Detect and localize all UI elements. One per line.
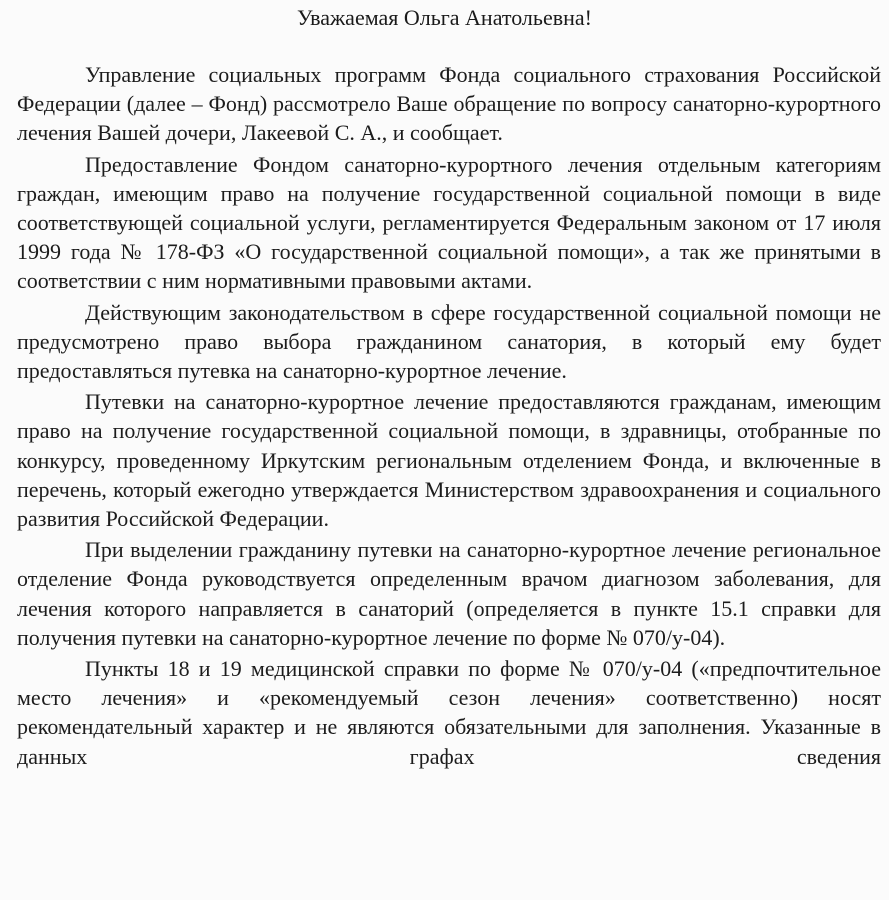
letter-greeting: Уважаемая Ольга Анатольевна! xyxy=(297,5,592,30)
paragraph-legal-basis: Предоставление Фондом санаторно-курортного лечения отдельным категориям граждан, имеющим право на получение государственной социальной помощи в виде соответствующей социальной услуги, регламентируется Федеральным законом от 17 июля 1999 года № 178-ФЗ «О государственной социальной помощи», а так же принятыми в соответствии с ним нормативными правовыми актами. xyxy=(17,151,881,294)
paragraph-no-choice: Действующим законодательством в сфере государственной социальной помощи не предусмотрено право выбора гражданином санатория, в который ему будет предоставляться путевка на санаторно-курортное лечение. xyxy=(17,299,881,384)
paragraph-vouchers: Путевки на санаторно-курортное лечение предоставляются гражданам, имеющим право на получение государственной социальной помощи, в здравницы, отобранные по конкурсу, проведенному Иркутским региональным отделением Фонда, и включенные в перечень, который ежегодно утверждается Министерством здравоохранения и социального развития Российской Федерации. xyxy=(17,389,881,532)
paragraph-medical-certificate: Пункты 18 и 19 медицинской справки по форме № 070/у-04 («предпочтительное место лечения» и «рекомендуемый сезон лечения» соответственно) носят рекомендательный характер и не являются обязательными для заполнения. Указанные в данных графах сведения xyxy=(17,656,881,769)
paragraph-review-notice: Управление социальных программ Фонда социального страхования Российской Федерации (далее – Фонд) рассмотрело Ваше обращение по вопросу санаторно-курортного лечения Вашей дочери, Лакеевой С. А., и сообщает. xyxy=(17,62,881,146)
letter-body xyxy=(17,60,881,773)
paragraph-diagnosis: При выделении гражданину путевки на санаторно-курортное лечение региональное отделение Фонда руководствуется определенным врачом диагнозом заболевания, для лечения которого направляется в санаторий (определяется в пункте 15.1 справки для получения путевки на санаторно-курортное лечение по форме № 070/у-04). xyxy=(17,537,881,650)
